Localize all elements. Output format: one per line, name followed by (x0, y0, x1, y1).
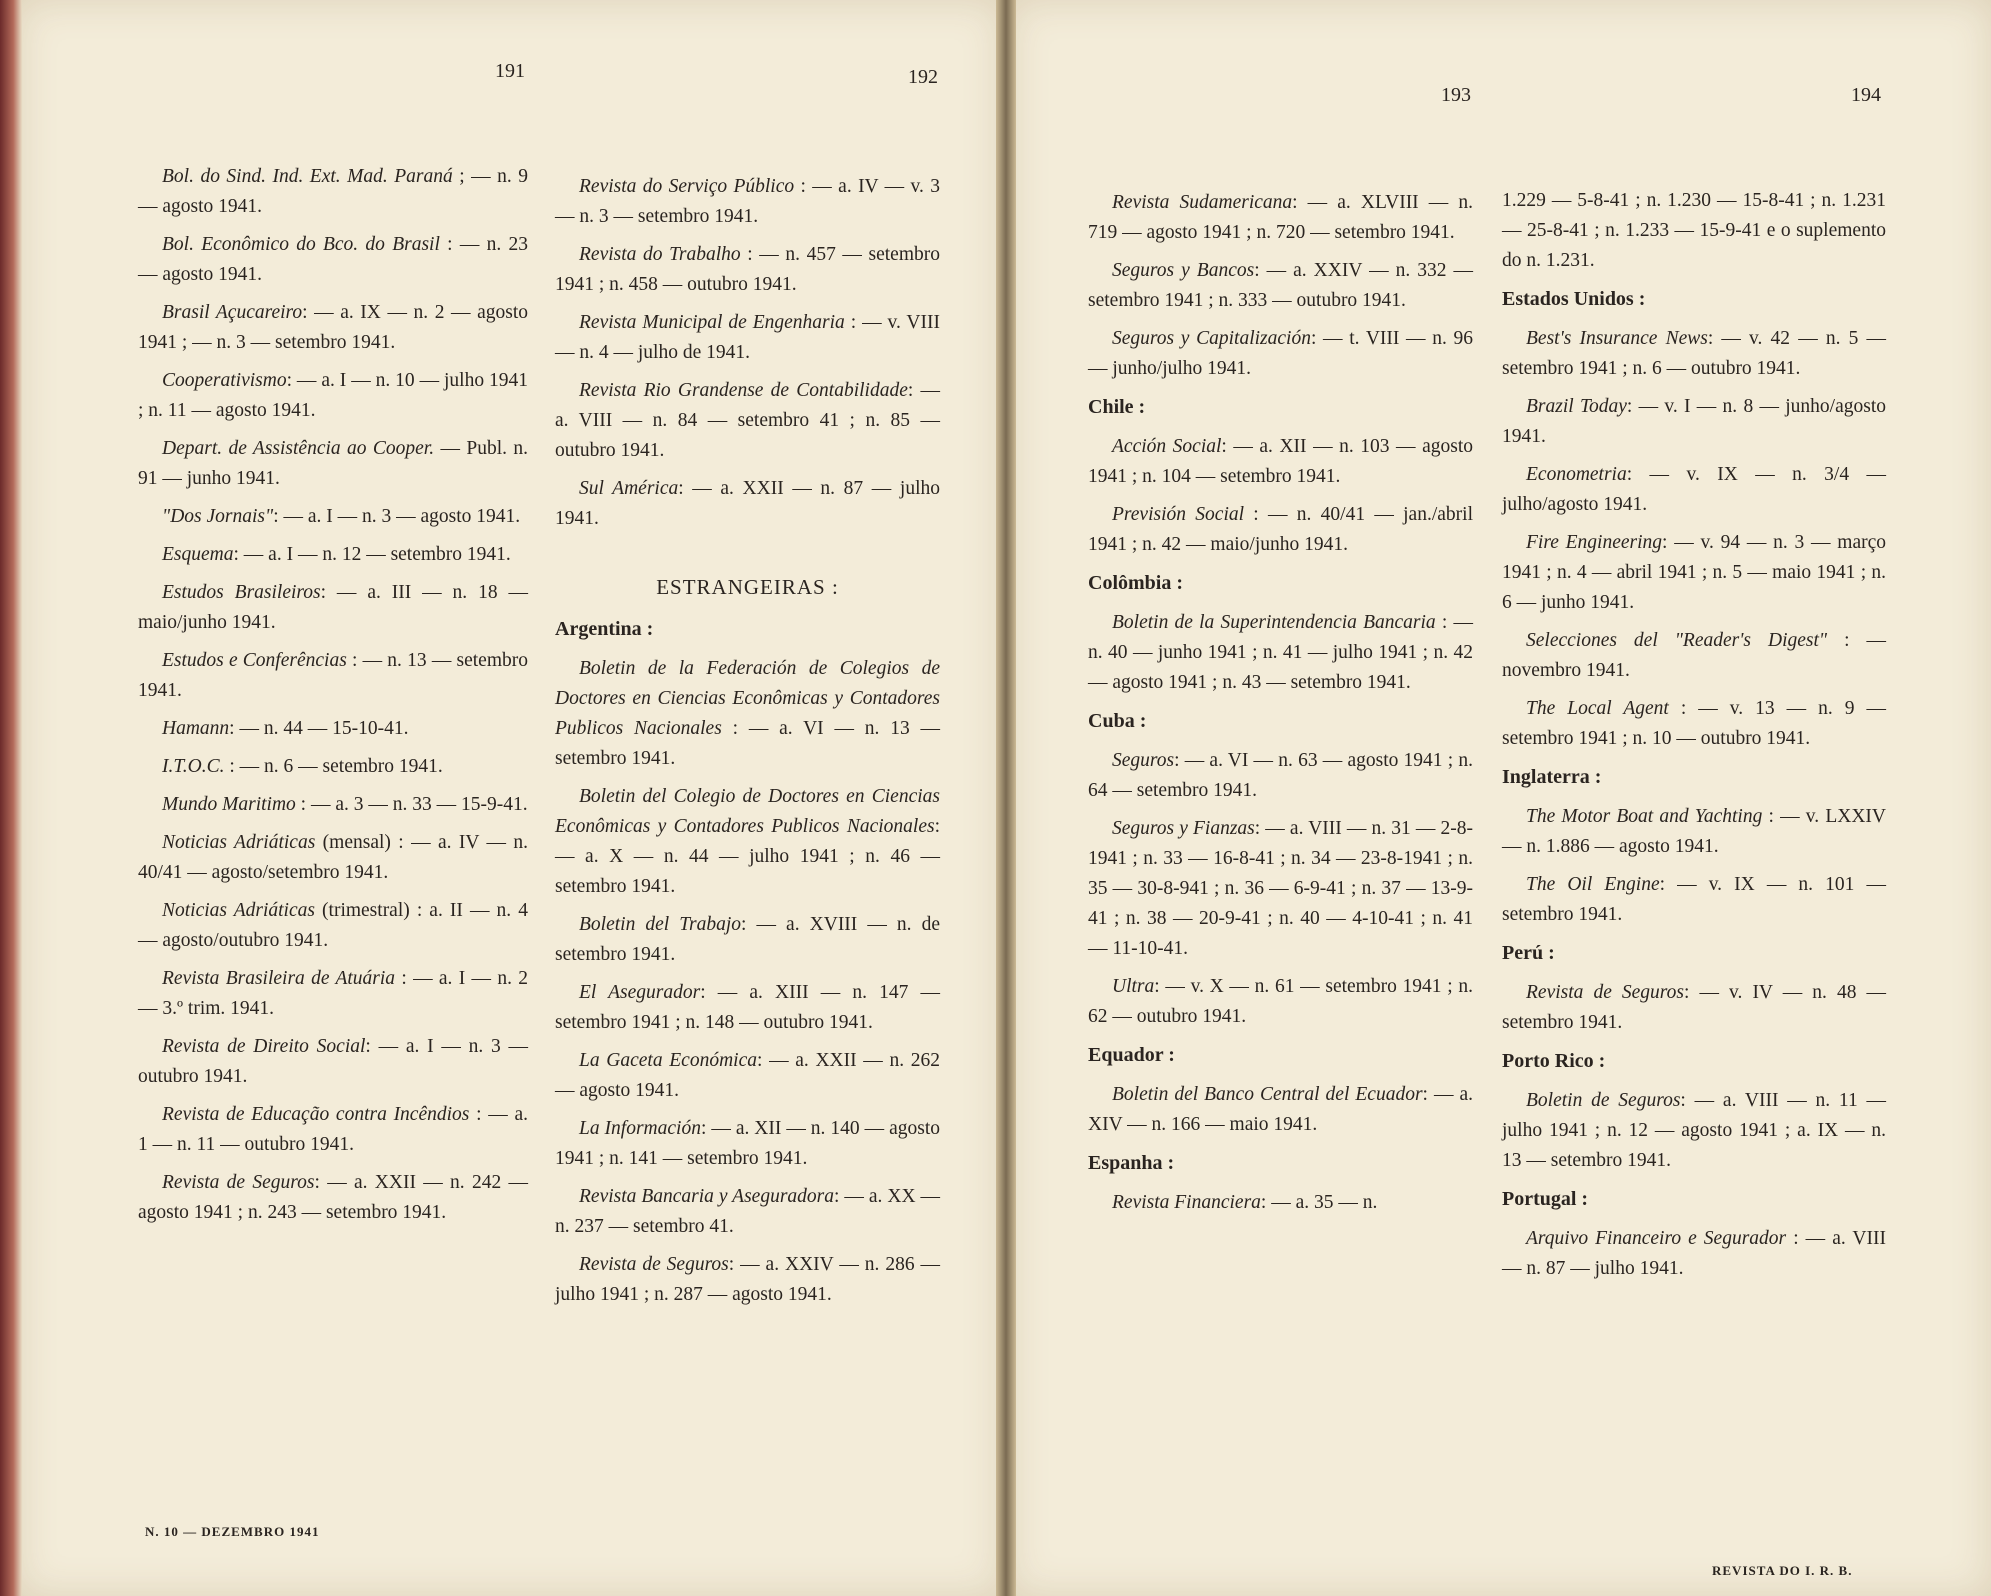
issue-details: : — n. 457 — setembro 1941 ; n. 458 — outubro 1941. (555, 244, 940, 295)
country-heading-espanha: Espanha : (1088, 1152, 1175, 1174)
issue-details: : — a. III — n. 18 — maio/junho 1941. (138, 582, 528, 633)
periodical-title: The Local Agent (1526, 698, 1669, 719)
issue-details: : — v. I — n. 8 — junho/agosto 1941. (1502, 396, 1886, 447)
periodical-title: The Motor Boat and Yachting (1526, 806, 1763, 827)
issue-details: : — a. XXII — n. 262 — agosto 1941. (555, 1050, 940, 1101)
country-heading-portugal: Portugal : (1502, 1188, 1589, 1210)
bibliography-entry (138, 162, 528, 222)
espanha-entry-continued: 1.229 — 5-8-41 ; n. 1.230 — 15-8-41 ; n. 1.231 — 25-8-41 ; n. 1.233 — 15-9-41 e o suplemento do n. 1.231. (1502, 190, 1886, 271)
periodical-title: Revista Brasileira de Atuária (162, 968, 396, 989)
periodical-title: Estudos Brasileiros (162, 582, 321, 603)
issue-details: : — n. 40 — junho 1941 ; n. 41 — julho 1941 ; n. 42 — agosto 1941 ; n. 43 — setembro 1941. (1088, 612, 1473, 693)
entries-colombia (1088, 608, 1473, 698)
periodical-title: Seguros (1112, 750, 1175, 771)
bibliography-entry (1502, 870, 1886, 930)
issue-details: : — t. VIII — n. 96 — junho/julho 1941. (1088, 328, 1474, 379)
bibliography-entry (138, 1100, 528, 1160)
periodical-title: Revista Municipal de Engenharia (579, 312, 845, 333)
issue-details: : — a. VIII — n. 11 — julho 1941 ; n. 12 — agosto 1941 ; a. IX — n. 13 — setembro 1941. (1502, 1090, 1886, 1171)
bibliography-entry (1088, 608, 1473, 698)
bibliography-entry (1088, 500, 1473, 560)
country-heading-argentina: Argentina : (555, 618, 654, 640)
periodical-title: Seguros y Bancos (1112, 260, 1255, 281)
entries-inglaterra (1502, 802, 1886, 930)
bibliography-entry (1088, 188, 1473, 248)
issue-details: : — a. XII — n. 140 — agosto 1941 ; n. 141 — setembro 1941. (555, 1118, 940, 1169)
issue-details: : — v. 42 — n. 5 — setembro 1941 ; n. 6 — outubro 1941. (1502, 328, 1886, 379)
issue-details: : — v. X — n. 61 — setembro 1941 ; n. 62 — outubro 1941. (1088, 976, 1473, 1027)
bibliography-entry (138, 434, 528, 494)
issue-details: : — a. VIII — n. 31 — 2-8-1941 ; n. 33 — 16-8-41 ; n. 34 — 23-8-1941 ; n. 35 — 30-8-941 ; n. 36 — 6-9-41 ; n. 37 — 13-9-41 ; n. 38 — 20-9-41 ; n. 40 — 4-10-41 ; n. 41 — 11-10-41. (1088, 818, 1473, 959)
periodical-title: Estudos e Conferências (162, 650, 347, 671)
page-number-193: 193 (1441, 84, 1471, 106)
bibliography-entry (555, 978, 940, 1038)
bibliography-entry (555, 172, 940, 232)
bibliography-entry (138, 540, 528, 570)
periodical-title: Bol. do Sind. Ind. Ext. Mad. Paraná (162, 166, 453, 187)
entries-cuba (1088, 746, 1473, 1032)
bibliography-entry (1502, 802, 1886, 862)
issue-details: ; — n. 9 — agosto 1941. (138, 166, 529, 217)
bibliography-entry (138, 896, 528, 956)
bibliography-entry (1502, 528, 1886, 618)
issue-details: : — a. 3 — n. 33 — 15-9-41. (295, 794, 528, 815)
book-gutter (996, 0, 1016, 1596)
bibliography-entry (555, 1046, 940, 1106)
bibliography-entry (138, 1168, 528, 1228)
bibliography-entry (138, 578, 528, 638)
entries-porto-rico (1502, 1086, 1886, 1176)
entries-espanha (1088, 1188, 1473, 1218)
issue-details: (mensal) : — a. IV — n. 40/41 — agosto/setembro 1941. (138, 832, 528, 883)
country-heading-equador: Equador : (1088, 1044, 1175, 1066)
issue-details: : — a. IX — n. 2 — agosto 1941 ; — n. 3 — setembro 1941. (138, 302, 528, 353)
periodical-title: Boletin del Trabajo (579, 914, 742, 935)
issue-details: : — a. X — n. 44 — julho 1941 ; n. 46 — setembro 1941. (555, 816, 940, 897)
entries-chile (1088, 432, 1473, 560)
periodical-title: Seguros y Capitalización (1112, 328, 1311, 349)
bibliography-entry (555, 1250, 940, 1310)
page-number-194: 194 (1851, 84, 1881, 106)
issue-details: : — a. 35 — n. (1260, 1192, 1378, 1213)
bibliography-entry (1088, 256, 1473, 316)
periodical-title: Depart. de Assistência ao Cooper. (162, 438, 435, 459)
bibliography-entry (138, 1032, 528, 1092)
bibliography-entry (555, 474, 940, 534)
issue-details: : — a. XXIV — n. 332 — setembro 1941 ; n. 333 — outubro 1941. (1088, 260, 1473, 311)
periodical-title: Selecciones del "Reader's Digest" (1526, 630, 1828, 651)
issue-details: : — a. XXII — n. 87 — julho 1941. (555, 478, 940, 529)
bibliography-entry (138, 502, 528, 532)
periodical-title: Revista do Trabalho (579, 244, 741, 265)
country-heading-peru: Perú : (1502, 942, 1555, 964)
issue-details: : — a. VI — n. 63 — agosto 1941 ; n. 64 — setembro 1941. (1088, 750, 1473, 801)
issue-details: : — novembro 1941. (1502, 630, 1886, 681)
bibliography-entry (1088, 324, 1473, 384)
page-number-192: 192 (908, 66, 938, 88)
bibliography-entry (1088, 1188, 1473, 1218)
bibliography-entry (138, 752, 528, 782)
country-heading-porto-rico: Porto Rico : (1502, 1050, 1606, 1072)
periodical-title: La Información (579, 1118, 701, 1139)
periodical-title: Revista de Seguros (579, 1254, 729, 1275)
periodical-title: Hamann (162, 718, 230, 739)
issue-details: : — v. IX — n. 101 — setembro 1941. (1502, 874, 1886, 925)
issue-details: : — a. XVIII — n. de setembro 1941. (555, 914, 940, 965)
periodical-title: Revista Financiera (1112, 1192, 1261, 1213)
issue-details: : — a. XXII — n. 242 — agosto 1941 ; n. 243 — setembro 1941. (138, 1172, 528, 1223)
entries-argentina-cont (1088, 188, 1473, 384)
bibliography-entry (1088, 814, 1473, 964)
bibliography-entry (138, 828, 528, 888)
bibliography-entry (1502, 392, 1886, 452)
periodical-title: Brazil Today (1526, 396, 1627, 417)
periodical-title: Revista Sudamericana (1112, 192, 1293, 213)
entries-portugal (1502, 1224, 1886, 1284)
issue-details: : — a. I — n. 10 — julho 1941 ; n. 11 — agosto 1941. (138, 370, 528, 421)
bibliography-entry (1088, 972, 1473, 1032)
country-heading-inglaterra: Inglaterra : (1502, 766, 1602, 788)
bibliography-entry (555, 308, 940, 368)
periodical-title: Mundo Maritimo (162, 794, 296, 815)
issue-details: : — v. LXXIV — n. 1.886 — agosto 1941. (1502, 806, 1886, 857)
bibliography-entry (555, 654, 940, 774)
column-page-193 (1088, 188, 1473, 1226)
issue-details: : — n. 40/41 — jan./abril 1941 ; n. 42 — maio/junho 1941. (1088, 504, 1473, 555)
bibliography-entry (1502, 626, 1886, 686)
page-number-191: 191 (495, 60, 525, 82)
issue-details: : — a. XIV — n. 166 — maio 1941. (1088, 1084, 1473, 1135)
entries-estados-unidos (1502, 324, 1886, 754)
bibliography-entry (555, 1182, 940, 1242)
periodical-title: Econometria (1526, 464, 1627, 485)
bibliography-entry (555, 910, 940, 970)
bibliography-entry (138, 714, 528, 744)
book-cover-edge (0, 0, 22, 1596)
periodical-title: Ultra (1112, 976, 1155, 997)
column-page-192 (555, 172, 940, 1318)
country-heading-chile: Chile : (1088, 396, 1146, 418)
periodical-title: Revista do Serviço Público (579, 176, 795, 197)
periodical-title: Boletin de la Superintendencia Bancaria (1112, 612, 1436, 633)
periodical-title: Arquivo Financeiro e Segurador (1526, 1228, 1787, 1249)
periodical-title: Revista de Seguros (1526, 982, 1685, 1003)
column-page-194 (1502, 186, 1886, 1292)
issue-details: : — a. IV — v. 3 — n. 3 — setembro 1941. (555, 176, 941, 227)
issue-details: : — a. VIII — n. 87 — julho 1941. (1502, 1228, 1886, 1279)
periodical-title: Previsión Social (1112, 504, 1245, 525)
issue-details: : — v. 13 — n. 9 — setembro 1941 ; n. 10 — outubro 1941. (1502, 698, 1886, 749)
country-heading-colombia: Colômbia : (1088, 572, 1183, 594)
periodical-title: Revista de Educação contra Incêndios (162, 1104, 470, 1125)
periodical-title: Revista Bancaria y Aseguradora (579, 1186, 835, 1207)
issue-details: (trimestral) : a. II — n. 4 — agosto/outubro 1941. (138, 900, 528, 951)
entries-nacionais-cont (555, 172, 940, 534)
bibliography-entry (1502, 694, 1886, 754)
periodical-title: Fire Engineering (1526, 532, 1663, 553)
bibliography-entry (1502, 324, 1886, 384)
periodical-title: Revista Rio Grandense de Contabilidade (579, 380, 908, 401)
periodical-title: I.T.O.C. (162, 756, 225, 777)
entries-argentina (555, 654, 940, 1310)
bibliography-entry (138, 964, 528, 1024)
periodical-title: Boletin de la Federación de Colegios de Doctores en Ciencias Econômicas y Contadores Publicos Nacionales (555, 658, 940, 739)
bibliography-entry (138, 230, 528, 290)
bibliography-entry (1502, 978, 1886, 1038)
bibliography-entry (138, 790, 528, 820)
periodical-title: Cooperativismo (162, 370, 287, 391)
periodical-title: Boletin del Banco Central del Ecuador (1112, 1084, 1423, 1105)
column-page-191 (138, 162, 528, 1236)
issue-details: : — a. XII — n. 103 — agosto 1941 ; n. 104 — setembro 1941. (1088, 436, 1473, 487)
footer-journal: REVISTA DO I. R. B. (1712, 1563, 1853, 1578)
issue-details: : — n. 44 — 15-10-41. (229, 718, 409, 739)
bibliography-entry (1502, 460, 1886, 520)
periodical-title: La Gaceta Económica (579, 1050, 757, 1071)
country-heading-estados-unidos: Estados Unidos : (1502, 288, 1646, 310)
bibliography-entry (138, 646, 528, 706)
periodical-title: Esquema (162, 544, 234, 565)
bibliography-entry (1088, 432, 1473, 492)
issue-details: : — a. I — n. 2 — 3.º trim. 1941. (138, 968, 528, 1019)
bibliography-entry (138, 366, 528, 426)
issue-details: : — n. 23 — agosto 1941. (138, 234, 529, 285)
issue-details: : — a. XLVIII — n. 719 — agosto 1941 ; n. 720 — setembro 1941. (1088, 192, 1474, 243)
entries-equador (1088, 1080, 1473, 1140)
issue-details: : — v. IV — n. 48 — setembro 1941. (1502, 982, 1886, 1033)
periodical-title: Acción Social (1112, 436, 1222, 457)
country-heading-cuba: Cuba : (1088, 710, 1147, 732)
issue-details: : — v. IX — n. 3/4 — julho/agosto 1941. (1502, 464, 1886, 515)
periodical-title: Bol. Econômico do Bco. do Brasil (162, 234, 440, 255)
bibliography-entry (1502, 1224, 1886, 1284)
section-title-estrangeiras: ESTRANGEIRAS : (656, 575, 839, 599)
bibliography-entry (555, 240, 940, 300)
issue-details: : — a. VIII — n. 84 — setembro 41 ; n. 85 — outubro 1941. (555, 380, 940, 461)
bibliography-entry (555, 376, 940, 466)
bibliography-entry (138, 298, 528, 358)
issue-details: : — a. VI — n. 13 — setembro 1941. (555, 718, 941, 769)
issue-details: : — a. XIII — n. 147 — setembro 1941 ; n. 148 — outubro 1941. (555, 982, 941, 1033)
bibliography-entry (1088, 1080, 1473, 1140)
issue-details: : — n. 13 — setembro 1941. (138, 650, 528, 701)
periodical-title: Boletin del Colegio de Doctores en Ciencias Econômicas y Contadores Publicos Nacionales (555, 786, 940, 837)
periodical-title: Boletin de Seguros (1526, 1090, 1681, 1111)
issue-details: : — a. XXIV — n. 286 — julho 1941 ; n. 287 — agosto 1941. (555, 1254, 940, 1305)
periodical-title: Seguros y Fianzas (1112, 818, 1255, 839)
bibliography-entry (1088, 746, 1473, 806)
periodical-title: Noticias Adriáticas (162, 900, 315, 921)
bibliography-entry (555, 1114, 940, 1174)
periodical-title: Sul América (579, 478, 679, 499)
periodical-title: Noticias Adriáticas (162, 832, 316, 853)
periodical-title: Revista de Seguros (162, 1172, 315, 1193)
issue-details: : — a. I — n. 3 — agosto 1941. (273, 506, 521, 527)
issue-details: : — a. I — n. 12 — setembro 1941. (233, 544, 511, 565)
entries-peru (1502, 978, 1886, 1038)
periodical-title: "Dos Jornais" (162, 506, 274, 527)
periodical-title: Brasil Açucareiro (162, 302, 303, 323)
issue-details: : — v. VIII — n. 4 — julho de 1941. (555, 312, 940, 363)
bibliography-entry (555, 782, 940, 902)
issue-details: — Publ. n. 91 — junho 1941. (138, 438, 528, 489)
periodical-title: The Oil Engine (1526, 874, 1660, 895)
periodical-title: Revista de Direito Social (162, 1036, 366, 1057)
issue-details: : — a. XX — n. 237 — setembro 41. (555, 1186, 940, 1237)
issue-details: : — n. 6 — setembro 1941. (224, 756, 443, 777)
footer-issue: N. 10 — DEZEMBRO 1941 (145, 1524, 320, 1539)
periodical-title: El Asegurador (579, 982, 701, 1003)
issue-details: : — a. I — n. 3 — outubro 1941. (138, 1036, 528, 1087)
periodical-title: Best's Insurance News (1526, 328, 1708, 349)
issue-details: : — a. 1 — n. 11 — outubro 1941. (138, 1104, 529, 1155)
issue-details: : — v. 94 — n. 3 — março 1941 ; n. 4 — abril 1941 ; n. 5 — maio 1941 ; n. 6 — junho 1941. (1502, 532, 1886, 613)
bibliography-entry (1502, 1086, 1886, 1176)
